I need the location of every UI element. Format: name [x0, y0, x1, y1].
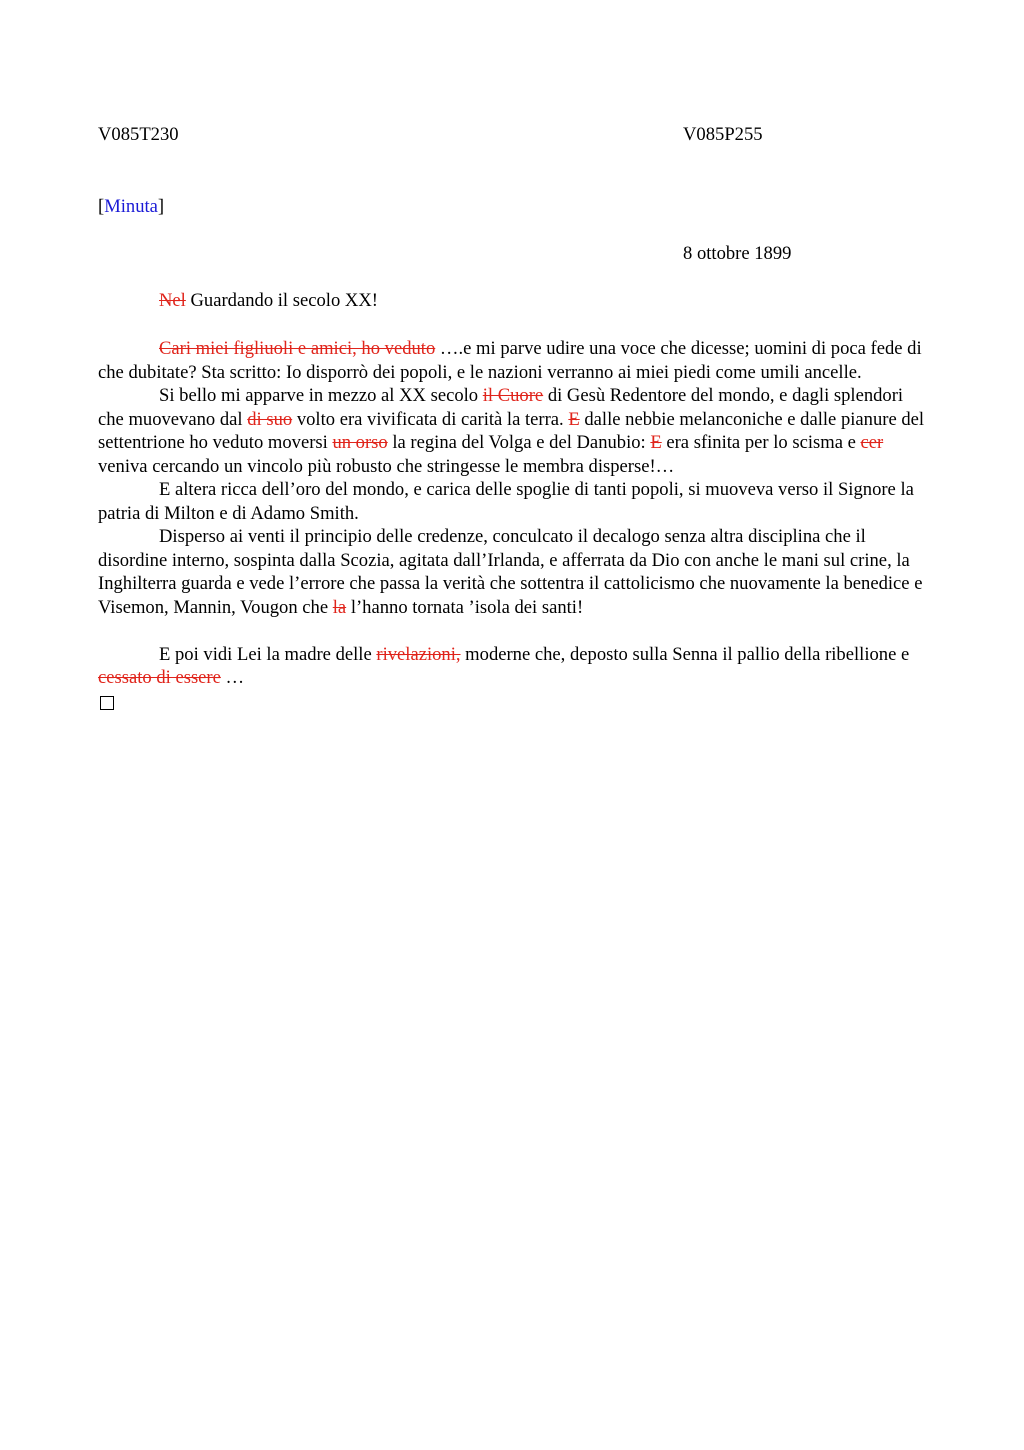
deleted-text: Nel	[159, 290, 186, 311]
deleted-text: Cari miei figliuoli e amici, ho veduto	[159, 338, 436, 359]
deleted-text: il Cuore	[482, 385, 544, 406]
paragraph-4	[98, 525, 930, 619]
paragraph-2	[98, 384, 930, 478]
text-segment: veniva cercando un vincolo più robusto che stringesse le membra disperse!…	[98, 455, 675, 477]
text-segment: era sfinita per lo scisma e	[661, 432, 861, 453]
text-segment: volto era vivificata di carità la terra.	[292, 408, 569, 430]
minuta-text: Minuta	[104, 196, 158, 217]
text-segment: dalle nebbie melanconiche e dalle pianure del settentrione ho veduto moversi	[98, 408, 925, 453]
deleted-text: cessato di essere	[98, 667, 221, 688]
minuta-close-bracket: ]	[157, 196, 165, 217]
letter-body	[98, 337, 930, 716]
text-segment: Disperso ai venti il principio delle credenze, conculcato il decalogo senza altra disciplina che il disordine interno, sospinta dalla Scozia, agitata dall’Irlanda, e afferrata da Dio con anche le mani sul crine, la Inghilterra guarda e vede l’errore che passa la verità che sottentra il cattolicismo che nuovamente la benedice e Visemon, Mannin, Vougon che	[98, 526, 923, 618]
text-segment: l’hanno tornata ’isola dei santi!	[346, 596, 584, 618]
text-segment: E altera ricca dell’oro del mondo, e carica delle spoglie di tanti popoli, si muoveva verso il Signore la patria di Milton e di Adamo Smith.	[98, 479, 914, 524]
end-marker	[98, 690, 930, 717]
deleted-text: di suo	[247, 408, 293, 430]
deleted-text: un orso	[332, 432, 388, 453]
title-text: Guardando il secolo XX!	[185, 290, 378, 311]
letter-title	[159, 289, 378, 313]
deleted-text: cer	[860, 432, 884, 453]
deleted-text: rivelazioni,	[376, 643, 461, 665]
paragraph-gap	[98, 619, 930, 643]
text-segment: la regina del Volga e del Danubio:	[387, 432, 651, 453]
letter-date: 8 ottobre 1899	[683, 243, 792, 264]
paragraph-1	[98, 337, 930, 384]
paragraph-3	[98, 478, 930, 525]
deleted-text: E	[650, 432, 662, 453]
text-segment: moderne che, deposto sulla Senna il pallio della ribellione e	[460, 643, 910, 665]
text-segment: Si bello mi apparve in mezzo al XX secolo	[159, 385, 483, 406]
text-segment: di Gesù Redentore del mondo, e dagli splendori che muovevano dal	[98, 385, 904, 430]
paragraph-5	[98, 643, 930, 690]
minuta-label	[98, 195, 164, 219]
checkbox-square-icon	[100, 696, 114, 710]
document-code-right: V085P255	[683, 124, 763, 145]
text-segment: …	[220, 667, 245, 688]
minuta-open-bracket: [	[98, 196, 105, 217]
deleted-text: E	[568, 408, 580, 430]
text-segment: ….e mi parve udire una voce che dicesse; uomini di poca fede di che dubitate? Sta scritto: Io disporrò dei popoli, e le nazioni verranno ai miei piedi come umili ancelle.	[98, 338, 922, 383]
document-code-left: V085T230	[98, 124, 179, 145]
deleted-text: la	[332, 596, 347, 618]
text-segment: E poi vidi Lei la madre delle	[159, 643, 377, 665]
